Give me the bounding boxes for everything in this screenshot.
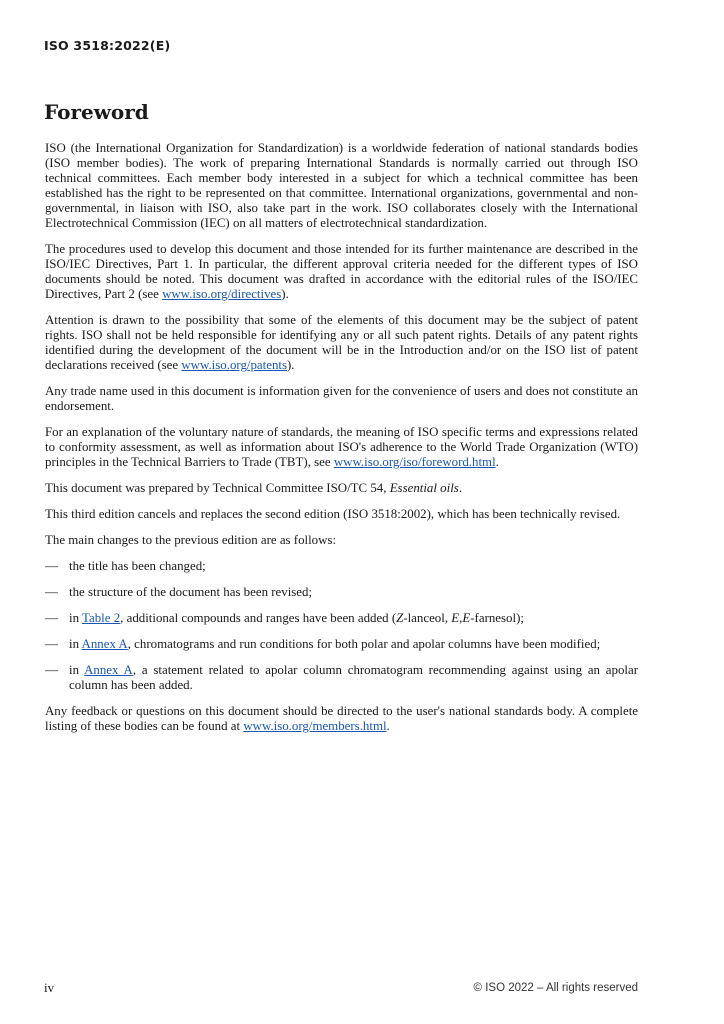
annex-a-link[interactable]: Annex A	[84, 663, 133, 677]
list-item-text: , a statement related to apolar column chromatogram recommending against using an apolar column has been added.	[69, 663, 638, 692]
list-item-text: the title has been changed;	[69, 559, 206, 573]
patents-link[interactable]: www.iso.org/patents	[181, 358, 287, 372]
dash-bullet: —	[45, 663, 58, 677]
dash-bullet: —	[45, 611, 58, 625]
copyright-notice: © ISO 2022 – All rights reserved	[473, 982, 638, 994]
paragraph-end: ).	[281, 287, 289, 301]
committee-title: Essential oils	[389, 481, 459, 495]
members-link[interactable]: www.iso.org/members.html	[243, 719, 387, 733]
list-item-text: , chromatograms and run conditions for both polar and apolar columns have been modified;	[127, 637, 601, 651]
paragraph-text: The procedures used to develop this document and those intended for its further maintenance are described in the ISO/IEC Directives, Part 1. In particular, the different approval criteria needed for the different types of ISO documents should be noted. This document was drafted in accordance with the editorial rules of the ISO/IEC Directives, Part 2 (see	[45, 242, 638, 301]
paragraph-text: Any feedback or questions on this document should be directed to the user's national standards body. A complete listing of these bodies can be found at	[45, 704, 638, 733]
paragraph-text: Attention is drawn to the possibility that some of the elements of this document may be the subject of patent rights. ISO shall not be held responsible for identifying any or all such patent rights. Details of any patent rights identified during the development of the document will be in the Introduction and/or on the ISO list of patent declarations received (see	[45, 313, 638, 372]
paragraph-end: ).	[286, 358, 295, 372]
list-item-text: -farnesol);	[470, 611, 524, 625]
list-item	[45, 637, 638, 652]
foreword-body	[45, 141, 638, 745]
compound-prefix: E,E	[451, 611, 471, 625]
paragraph-voluntary-nature	[45, 425, 638, 470]
paragraph-procedures	[45, 242, 638, 302]
list-item-text: in	[69, 637, 82, 651]
paragraph-text: This document was prepared by Technical Committee ISO/TC 54,	[45, 481, 390, 495]
annex-a-link[interactable]: Annex A	[81, 637, 128, 651]
paragraph-iso-intro: ISO (the International Organization for Standardization) is a worldwide federation of national standards bodies (ISO member bodies). The work of preparing International Standards is normally carried out through ISO technical committees. Each member body interested in a subject for which a technical committee has been established has the right to be represented on that committee. International organizations, governmental and non-governmental, in liaison with ISO, also take part in the work. ISO collaborates closely with the International Electrotechnical Commission (IEC) on all matters of electrotechnical standardization.	[45, 141, 638, 230]
paragraph-trade-name: Any trade name used in this document is information given for the convenience of users and does not constitute an endorsement.	[45, 384, 638, 413]
dash-bullet: —	[45, 585, 58, 599]
dash-bullet: —	[45, 637, 58, 651]
paragraph-edition: This third edition cancels and replaces the second edition (ISO 3518:2002), which has been technically revised.	[45, 507, 621, 521]
page-number: iv	[44, 980, 55, 995]
list-item-text: in	[69, 611, 83, 625]
paragraph-end: .	[458, 481, 463, 495]
list-item-text: in	[69, 663, 85, 677]
paragraph-end: .	[495, 455, 499, 469]
paragraph-changes-intro: The main changes to the previous edition are as follows:	[45, 533, 337, 547]
changes-list	[45, 559, 638, 693]
paragraph-patents	[45, 313, 638, 373]
table-2-link[interactable]: Table 2	[82, 611, 121, 625]
list-item-text: , additional compounds and ranges have been added (	[120, 611, 397, 625]
paragraph-committee	[45, 481, 638, 496]
list-item	[45, 663, 638, 693]
directives-link[interactable]: www.iso.org/directives	[162, 287, 282, 301]
document-identifier: ISO 3518:2022(E)	[44, 38, 171, 53]
list-item-text: -lanceol,	[403, 611, 452, 625]
list-item	[45, 611, 638, 626]
foreword-link[interactable]: www.iso.org/iso/foreword.html	[333, 455, 496, 469]
page-title: Foreword	[44, 100, 149, 124]
list-item-text: the structure of the document has been revised;	[69, 585, 313, 599]
paragraph-text: For an explanation of the voluntary nature of standards, the meaning of ISO specific terms and expressions related to conformity assessment, as well as information about ISO's adherence to the World Trade Organization (WTO) principles in the Technical Barriers to Trade (TBT), see	[45, 425, 638, 469]
list-item	[45, 559, 638, 574]
list-item	[45, 585, 638, 600]
compound-prefix: Z	[396, 611, 404, 625]
paragraph-feedback	[45, 704, 638, 734]
paragraph-end: .	[386, 719, 390, 733]
dash-bullet: —	[45, 559, 58, 573]
